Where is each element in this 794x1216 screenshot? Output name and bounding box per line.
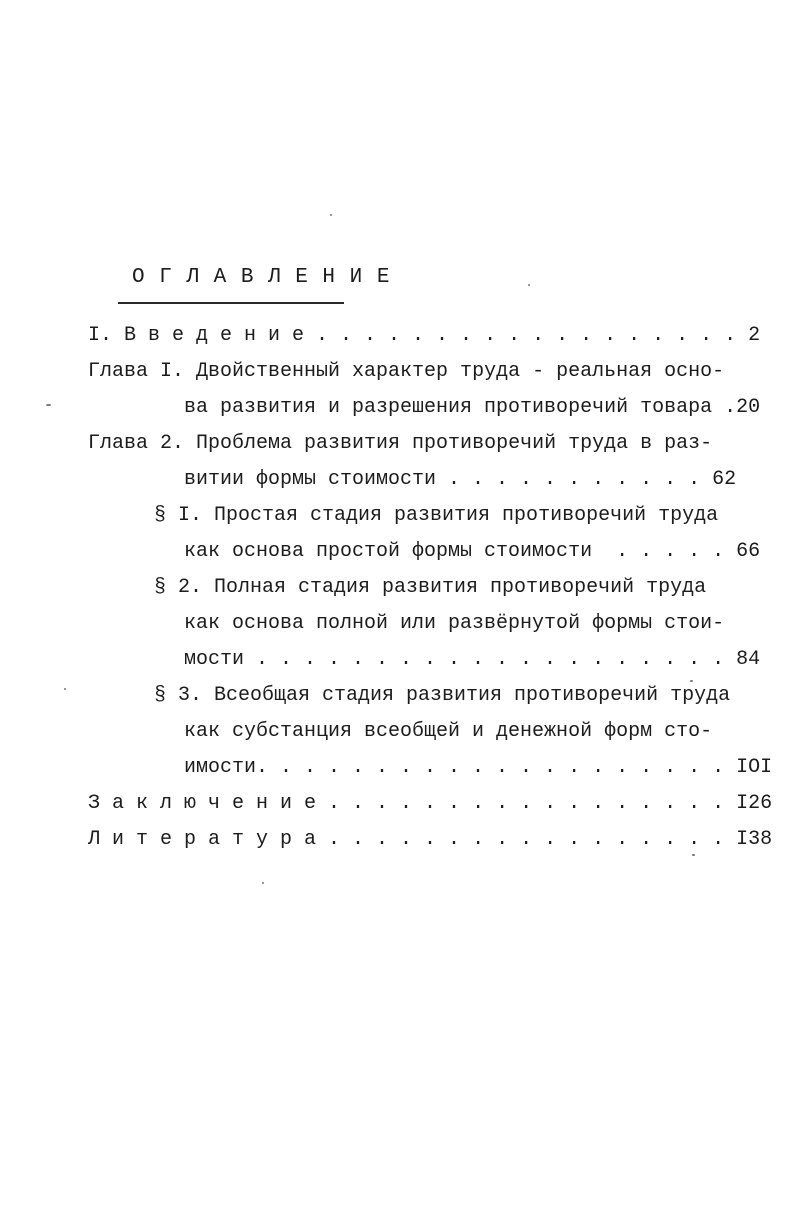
scan-speck [692, 854, 695, 856]
toc-entry-section-3-line-3: имости. . . . . . . . . . . . . . . . . . . . IOI [184, 756, 773, 779]
toc-entry-section-3-line-2: как субстанция всеобщей и денежной форм сто- [184, 720, 713, 743]
toc-entry-introduction: I. В в е д е н и е . . . . . . . . . . . . . . . . . . 2 [88, 324, 761, 347]
toc-entry-chapter-2-line-2: витии формы стоимости . . . . . . . . . . . 62 [184, 468, 737, 491]
toc-entry-section-2-line-2: как основа полной или развёрнутой формы стои- [184, 612, 725, 635]
scan-speck [330, 214, 332, 216]
scan-speck [46, 404, 51, 406]
toc-heading: О Г Л А В Л Е Н И Е [132, 266, 391, 289]
scan-speck [528, 284, 530, 286]
toc-entry-section-3-line-1: § 3. Всеобщая стадия развития противоречий труда [154, 684, 731, 707]
toc-entry-section-1-line-1: § I. Простая стадия развития противоречий труда [154, 504, 719, 527]
heading-underline [118, 302, 344, 304]
toc-entry-section-1-line-2: как основа простой формы стоимости . . . . . 66 [184, 540, 761, 563]
toc-entry-chapter-2-line-1: Глава 2. Проблема развития противоречий труда в раз- [88, 432, 713, 455]
scan-speck [690, 680, 693, 682]
toc-entry-section-2-line-3: мости . . . . . . . . . . . . . . . . . . . . 84 [184, 648, 761, 671]
toc-entry-chapter-1-line-1: Глава I. Двойственный характер труда - реальная осно- [88, 360, 725, 383]
toc-entry-literature: Л и т е р а т у р а . . . . . . . . . . . . . . . . . I38 [88, 828, 773, 851]
scan-speck [262, 882, 264, 884]
toc-entry-section-2-line-1: § 2. Полная стадия развития противоречий труда [154, 576, 707, 599]
scan-speck [64, 688, 66, 690]
toc-entry-conclusion: З а к л ю ч е н и е . . . . . . . . . . . . . . . . . I26 [88, 792, 773, 815]
toc-entry-chapter-1-line-2: ва развития и разрешения противоречий товара .20 [184, 396, 761, 419]
